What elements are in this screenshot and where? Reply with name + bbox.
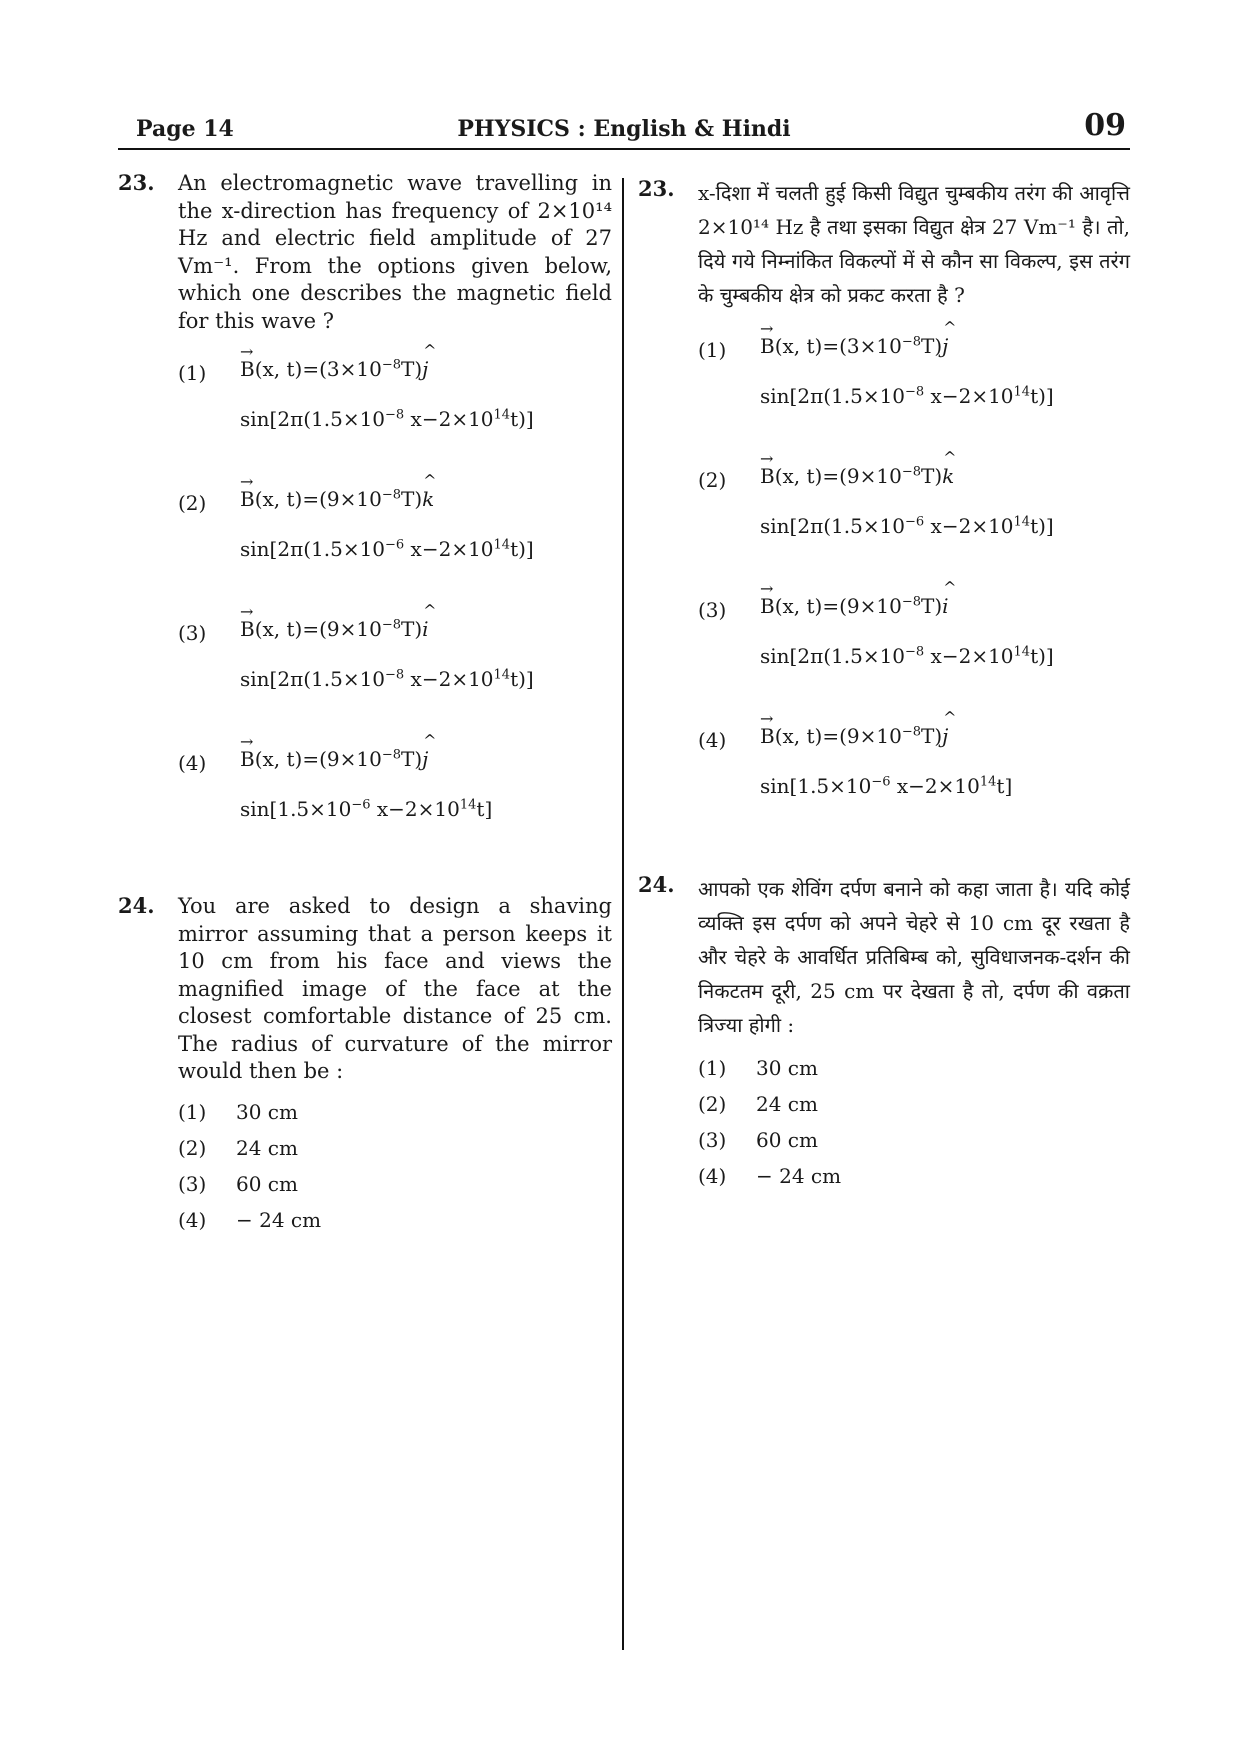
option-sine-expression xyxy=(240,537,534,561)
sine-prefix: sin[2π(1.5×10 xyxy=(760,644,906,668)
question-text: An electromagnetic wave travelling in the x-direction has frequency of 2×10¹⁴ Hz and electric field amplitude of 27 Vm⁻¹. From the options given below, which one describes the magnetic field for this wave ? xyxy=(178,171,612,333)
option-sine-expression xyxy=(760,644,1054,668)
option-sine-expression xyxy=(760,774,1012,798)
option-sine-expression xyxy=(240,407,534,431)
vector-b: → B(x, t)=(9×10 xyxy=(760,594,902,618)
option-value: − 24 cm xyxy=(756,1164,842,1188)
option-value: 60 cm xyxy=(236,1171,298,1196)
sine-suffix: t] xyxy=(476,797,493,821)
exponent: 14 xyxy=(493,407,511,423)
paper-code: 09 xyxy=(1084,108,1126,143)
option-3 xyxy=(178,1172,612,1208)
sine-prefix: sin[1.5×10 xyxy=(240,797,352,821)
exponent: 14 xyxy=(493,667,511,683)
exponent: 14 xyxy=(493,537,511,553)
sine-suffix: t)] xyxy=(1030,514,1054,538)
exponent: −6 xyxy=(905,514,925,530)
page-title: PHYSICS : English & Hindi xyxy=(457,116,791,142)
vector-b: → B(x, t)=(3×10 xyxy=(760,334,902,358)
option-field-expression xyxy=(240,747,428,771)
unit-vector: ^ k xyxy=(422,487,434,511)
option-number: (3) xyxy=(178,1171,207,1196)
option-field-expression xyxy=(240,617,429,641)
option-number: (1) xyxy=(178,361,207,385)
vector-b: → B(x, t)=(9×10 xyxy=(240,487,382,511)
option-number: (2) xyxy=(698,468,727,492)
question-number: 23. xyxy=(118,170,155,195)
options-list xyxy=(178,1100,612,1244)
unit-text: T) xyxy=(401,357,423,381)
exponent: 14 xyxy=(459,797,477,813)
question-24-hindi xyxy=(638,872,1130,1200)
unit-text: T) xyxy=(401,487,423,511)
option-3 xyxy=(178,617,612,725)
unit-text: T) xyxy=(401,617,423,641)
options-list xyxy=(118,357,612,855)
option-3 xyxy=(698,1128,1130,1164)
sine-prefix: sin[2π(1.5×10 xyxy=(240,407,386,431)
unit-vector: ^ j xyxy=(422,747,428,771)
option-number: (1) xyxy=(698,1056,727,1080)
option-number: (3) xyxy=(698,598,727,622)
question-number: 24. xyxy=(638,872,675,897)
sine-suffix: t] xyxy=(996,774,1013,798)
exponent: −6 xyxy=(351,797,371,813)
options-list xyxy=(698,1056,1130,1200)
unit-text: T) xyxy=(921,334,943,358)
sine-middle: x−2×10 xyxy=(924,644,1014,668)
exponent: −8 xyxy=(901,334,921,350)
option-1 xyxy=(698,334,1130,442)
exponent: 14 xyxy=(979,774,997,790)
option-field-expression xyxy=(760,334,948,358)
sine-middle: x−2×10 xyxy=(924,514,1014,538)
sine-middle: x−2×10 xyxy=(404,667,494,691)
question-23 xyxy=(118,170,612,855)
option-4 xyxy=(698,724,1130,832)
vector-b: → B(x, t)=(9×10 xyxy=(240,747,382,771)
option-field-expression xyxy=(760,594,949,618)
sine-suffix: t)] xyxy=(1030,644,1054,668)
exponent: −8 xyxy=(385,407,405,423)
options-list xyxy=(638,334,1130,832)
question-24 xyxy=(118,893,612,1244)
option-2 xyxy=(698,1092,1130,1128)
option-2 xyxy=(178,1136,612,1172)
option-1 xyxy=(178,1100,612,1136)
sine-middle: x−2×10 xyxy=(890,774,980,798)
option-number: (4) xyxy=(178,1207,207,1232)
option-value: 30 cm xyxy=(236,1099,298,1124)
option-sine-expression xyxy=(240,667,534,691)
sine-suffix: t)] xyxy=(510,537,534,561)
question-number: 24. xyxy=(118,893,155,918)
unit-vector: ^ k xyxy=(942,464,954,488)
exponent: 14 xyxy=(1013,644,1031,660)
option-field-expression xyxy=(760,724,948,748)
exponent: −8 xyxy=(905,644,925,660)
option-4 xyxy=(178,747,612,855)
sine-suffix: t)] xyxy=(1030,384,1054,408)
option-number: (1) xyxy=(698,338,727,362)
option-field-expression xyxy=(760,464,954,488)
column-divider xyxy=(622,178,624,1650)
unit-vector: ^ j xyxy=(942,334,948,358)
option-value: 30 cm xyxy=(756,1056,818,1080)
sine-prefix: sin[2π(1.5×10 xyxy=(760,514,906,538)
exponent: −8 xyxy=(381,357,401,373)
sine-suffix: t)] xyxy=(510,667,534,691)
sine-prefix: sin[2π(1.5×10 xyxy=(240,537,386,561)
option-number: (4) xyxy=(698,1164,727,1188)
sine-middle: x−2×10 xyxy=(370,797,460,821)
english-column xyxy=(118,170,612,1244)
exponent: −6 xyxy=(871,774,891,790)
sine-middle: x−2×10 xyxy=(404,537,494,561)
exponent: −8 xyxy=(385,667,405,683)
option-sine-expression xyxy=(760,384,1054,408)
option-4 xyxy=(178,1208,612,1244)
exponent: −6 xyxy=(385,537,405,553)
option-1 xyxy=(178,357,612,465)
unit-text: T) xyxy=(921,594,943,618)
option-number: (4) xyxy=(178,751,207,775)
option-value: 24 cm xyxy=(236,1135,298,1160)
option-3 xyxy=(698,594,1130,702)
exponent: −8 xyxy=(905,384,925,400)
option-number: (3) xyxy=(698,1128,727,1152)
vector-b: → B(x, t)=(9×10 xyxy=(240,617,382,641)
option-number: (1) xyxy=(178,1099,207,1124)
exponent: 14 xyxy=(1013,384,1031,400)
exponent: −8 xyxy=(381,487,401,503)
exponent: 14 xyxy=(1013,514,1031,530)
question-text: आपको एक शेविंग दर्पण बनाने को कहा जाता है। यदि कोई व्यक्ति इस दर्पण को अपने चेहरे से 10 cm दूर रखता है और चेहरे के आवर्धित प्रतिबिम्ब को, सुविधाजनक-दर्शन की निकटतम दूरी, 25 cm पर देखता है तो, दर्पण की वक्रता त्रिज्या होगी : xyxy=(698,877,1130,1037)
sine-middle: x−2×10 xyxy=(924,384,1014,408)
option-value: 60 cm xyxy=(756,1128,818,1152)
question-text: You are asked to design a shaving mirror assuming that a person keeps it 10 cm from his face and views the magnified image of the face at the closest comfortable distance of 25 cm. The radius of curvature of the mirror would then be : xyxy=(178,894,612,1083)
option-sine-expression xyxy=(760,514,1054,538)
vector-b: → B(x, t)=(9×10 xyxy=(760,724,902,748)
question-number: 23. xyxy=(638,176,675,201)
unit-vector: ^ i xyxy=(942,594,948,618)
option-field-expression xyxy=(240,487,434,511)
unit-vector: ^ j xyxy=(942,724,948,748)
option-number: (4) xyxy=(698,728,727,752)
option-4 xyxy=(698,1164,1130,1200)
option-number: (3) xyxy=(178,621,207,645)
unit-text: T) xyxy=(921,464,943,488)
unit-text: T) xyxy=(921,724,943,748)
vector-b: → B(x, t)=(9×10 xyxy=(760,464,902,488)
option-field-expression xyxy=(240,357,428,381)
exponent: −8 xyxy=(901,464,921,480)
vector-b: → B(x, t)=(3×10 xyxy=(240,357,382,381)
option-number: (2) xyxy=(698,1092,727,1116)
page-number: Page 14 xyxy=(136,116,234,142)
page-header xyxy=(118,108,1130,150)
option-number: (2) xyxy=(178,1135,207,1160)
option-1 xyxy=(698,1056,1130,1092)
question-text: x-दिशा में चलती हुई किसी विद्युत चुम्बकीय तरंग की आवृत्ति 2×10¹⁴ Hz है तथा इसका विद्युत क्षेत्र 27 Vm⁻¹ है। तो, दिये गये निम्नांकित विकल्पों में से कौन सा विकल्प, इस तरंग के चुम्बकीय क्षेत्र को प्रकट करता है ? xyxy=(698,181,1130,307)
option-number: (2) xyxy=(178,491,207,515)
sine-prefix: sin[1.5×10 xyxy=(760,774,872,798)
option-value: 24 cm xyxy=(756,1092,818,1116)
sine-prefix: sin[2π(1.5×10 xyxy=(240,667,386,691)
hindi-column xyxy=(638,176,1130,1200)
sine-middle: x−2×10 xyxy=(404,407,494,431)
question-23-hindi xyxy=(638,176,1130,832)
unit-vector: ^ i xyxy=(422,617,428,641)
option-sine-expression xyxy=(240,797,492,821)
sine-suffix: t)] xyxy=(510,407,534,431)
sine-prefix: sin[2π(1.5×10 xyxy=(760,384,906,408)
exponent: −8 xyxy=(381,617,401,633)
option-value: − 24 cm xyxy=(236,1207,322,1232)
exponent: −8 xyxy=(901,594,921,610)
unit-vector: ^ j xyxy=(422,357,428,381)
exponent: −8 xyxy=(901,724,921,740)
option-2 xyxy=(178,487,612,595)
unit-text: T) xyxy=(401,747,423,771)
exponent: −8 xyxy=(381,747,401,763)
option-2 xyxy=(698,464,1130,572)
